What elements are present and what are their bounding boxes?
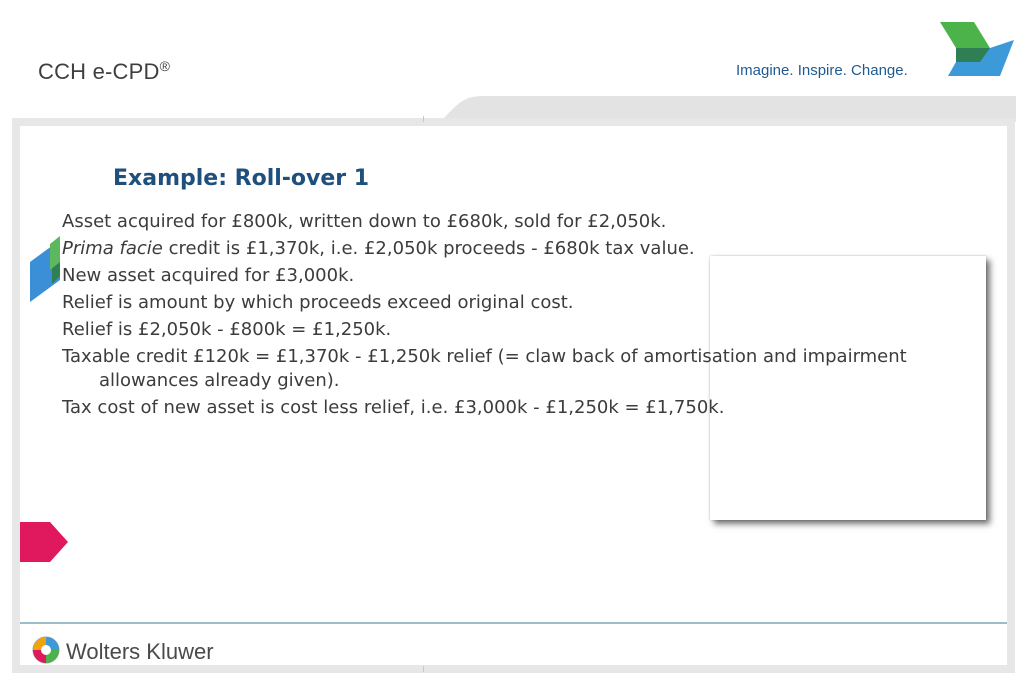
body-paragraph: Relief is £2,050k - £800k = £1,250k.: [62, 319, 392, 340]
body-paragraph: [62, 237, 982, 261]
tagline: Imagine. Inspire. Change.: [736, 62, 908, 79]
frame-tick: [423, 666, 424, 672]
frame-tick: [423, 116, 424, 122]
italic-term: Prima facie: [62, 238, 163, 259]
body-paragraph: Relief is amount by which proceeds exceed original cost.: [62, 292, 574, 313]
footer-divider: [20, 622, 1007, 624]
body-paragraph: Taxable credit £120k = £1,370k - £1,250k relief (= claw back of amortisation and impairment allowances already given).: [62, 346, 907, 391]
body-paragraph: Tax cost of new asset is cost less relief, i.e. £3,000k - £1,250k = £1,750k.: [62, 397, 725, 418]
brand-name: CCH e-CPD®: [38, 58, 171, 84]
footer-brand: Wolters Kluwer: [66, 639, 214, 664]
slide-body: [62, 210, 982, 423]
pink-arrow-icon: [20, 522, 70, 564]
wolters-kluwer-globe-icon: [32, 636, 60, 664]
body-paragraph: New asset acquired for £3,000k.: [62, 265, 355, 286]
paragraph-text: credit is £1,370k, i.e. £2,050k proceeds - £680k tax value.: [162, 238, 695, 259]
wolters-kluwer-chevron-icon: [930, 18, 1018, 80]
body-paragraph: Asset acquired for £800k, written down to £680k, sold for £2,050k.: [62, 211, 667, 232]
slide-title: Example: Roll-over 1: [113, 166, 370, 191]
